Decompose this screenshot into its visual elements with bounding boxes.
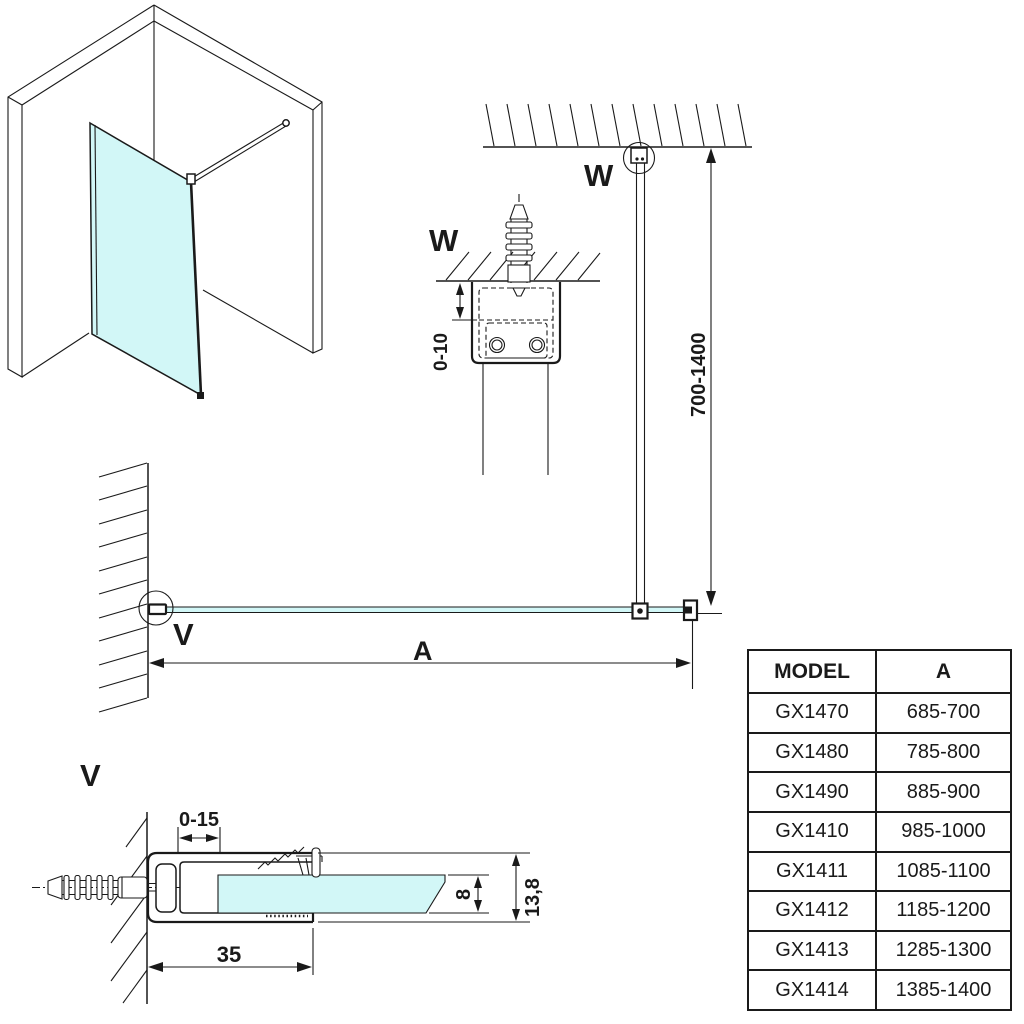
- model-table: [747, 649, 1012, 1011]
- header-a: A: [935, 659, 952, 683]
- glass-end-cap: [684, 601, 722, 621]
- dim-35-label: 35: [216, 942, 242, 967]
- table-row: [749, 811, 1010, 851]
- support-bar-3d: [187, 120, 289, 184]
- table-row: [749, 890, 1010, 930]
- model-cell: GX1410: [749, 813, 877, 851]
- a-cell: 1185-1200: [896, 899, 991, 922]
- bar-glass-clamp: [633, 604, 648, 619]
- model-cell: GX1414: [749, 971, 877, 1009]
- table-row: [749, 692, 1010, 732]
- a-cell: 1085-1100: [896, 859, 991, 882]
- table-row: [749, 851, 1010, 891]
- ceiling-hatch: [486, 104, 746, 146]
- a-cell: 1385-1400: [895, 978, 992, 1001]
- ceiling-bracket-small: [631, 148, 647, 163]
- dim-8-label: 8: [453, 888, 475, 900]
- support-bar: [637, 163, 645, 604]
- model-cell: GX1413: [749, 932, 877, 970]
- dim-0-15: [178, 809, 220, 852]
- table-row: [749, 969, 1010, 1009]
- dim-700-1400-label: 700-1400: [688, 332, 710, 417]
- table-row: [749, 732, 1010, 772]
- model-cell: GX1470: [749, 694, 877, 732]
- glass-panel-plan: [149, 607, 683, 613]
- dim-a: [149, 621, 693, 689]
- table-row: [749, 771, 1010, 811]
- detail-w-view: [429, 194, 600, 475]
- a-cell: 1285-1300: [895, 939, 992, 962]
- a-cell: 885-900: [906, 780, 981, 803]
- model-cell: GX1480: [749, 734, 877, 772]
- dim-0-15-label: 0-15: [178, 809, 220, 831]
- glass-panel-3d: [90, 123, 201, 395]
- header-model: MODEL: [749, 651, 877, 692]
- elevation-w-label: W: [584, 158, 614, 193]
- ceiling-anchor-screw: [506, 194, 532, 296]
- wall-hatch: [99, 463, 147, 712]
- elevation-view: [483, 104, 752, 606]
- glass-foot-3d: [197, 392, 204, 399]
- dim-35: [148, 928, 313, 975]
- isometric-view: [8, 5, 322, 399]
- table-header-row: [749, 651, 1010, 692]
- table-row: [749, 930, 1010, 970]
- a-cell: 985-1000: [901, 820, 986, 843]
- dim-a-label: A: [413, 636, 433, 666]
- wall-bracket-plan: [149, 605, 166, 615]
- detail-v-label: V: [80, 758, 101, 793]
- detail-v-view: [32, 758, 544, 1004]
- ceiling-bracket: [472, 282, 560, 475]
- dim-0-10: [431, 283, 477, 371]
- model-cell: GX1411: [749, 853, 877, 891]
- plan-view: [99, 463, 722, 712]
- model-cell: GX1490: [749, 773, 877, 811]
- a-cell: 685-700: [906, 701, 981, 724]
- a-cell: 785-800: [906, 740, 981, 763]
- glass-section: [218, 875, 445, 913]
- dim-13-8-label: 13,8: [522, 878, 544, 917]
- model-cell: GX1412: [749, 892, 877, 930]
- detail-w-label: W: [429, 223, 459, 258]
- plan-v-label: V: [173, 617, 194, 652]
- dim-700-1400: [688, 148, 716, 606]
- detail-v-wall-hatch: [111, 818, 147, 1003]
- dim-0-10-label: 0-10: [431, 332, 452, 371]
